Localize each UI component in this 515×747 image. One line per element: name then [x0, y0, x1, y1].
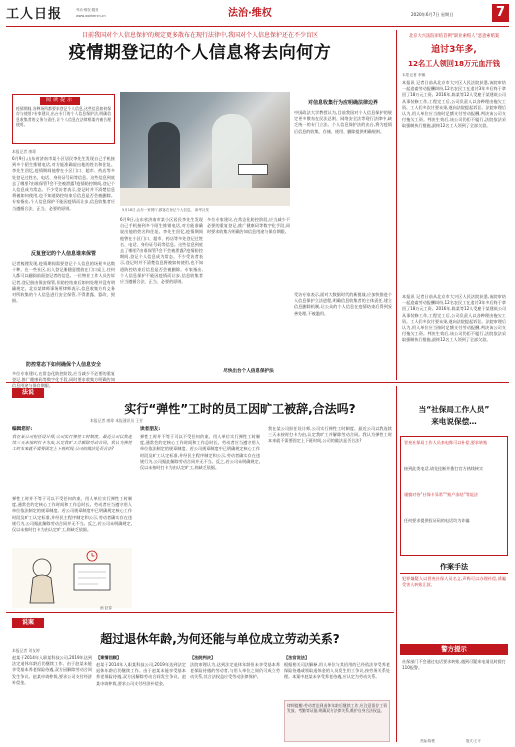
lead-column-3: 多位专家建议,在常态化防控阶段,应当减少不必要的重复登记,推广健康码等数字化手段,同时要求收集方明确告知信息用途与保存期限。: [207, 217, 290, 235]
lead-headline: 疫情期登记的个人信息将去向何方: [68, 43, 332, 63]
lawyer-tip-text: 律师提醒:劳动者达到退休年龄后继续工作,应注意留存工资发放、考勤等证据,明确双方法律关系,维护自身合法权益。: [287, 703, 387, 714]
lead-body-1: 6月9日,山东省济南市某小区居民李先生发现自己手机接到多个陌生推销电话,对方能准确说出他的姓名和住址。李先生回忆,疫情期间他曾在小区门口、超市、药店等多处登记过姓名、电话、身份证号码等信息。这些信息到底去了哪里?由谁保管?会不会被泄露?疫情防控期间,登记个人信息成为常态。不少受访者表示,登记时并不清楚信息将被如何使用,也不知道防控结束后信息是否会被删除。专家指出,个人信息保护不能因疫情而让步,信息收集者应当遵循合法、正当、必要的原则。: [12, 156, 115, 211]
middle-column-3: 我在某公司担任设计师,公司实行弹性工时制度。最近公司以我连续三天未按时打卡为由,认定我旷工并解除劳动合同。我认为弹性工时本来就不需要固定上下班时间,公司的做法是否合法?: [268, 426, 392, 444]
lead-photo-caption: 5月18日,山东一家餐厅,顾客在登记个人信息。 新华社发: [122, 208, 210, 212]
bottom-byline: 本报记者 刘友婷: [12, 648, 40, 653]
lead-column-4: 中国政法大学教授认为,目前我国对个人信息保护的规定更多散布在民法总则、网络安全法等现行法律中,缺乏统一的专门立法。个人信息保护法的出台,将为疫情后信息的收集、存储、使用、删除提供明确规则。: [294, 110, 392, 134]
fraud-tip-1: 冒充社保局工作人员来电称可以补偿,要求转账: [404, 440, 488, 445]
masthead-logo: 工人日报: [6, 7, 63, 22]
banner-line-2: 来电说保偿…: [431, 417, 477, 426]
right-top-body-cont: 本报讯 记者日前从北京市大兴区人民法院获悉,该院审结一起追索劳动报酬纠纷,12名农民工在追讨3年多后终于拿回了18万元工资。2016年,陈某等12人受雇于某建筑公司从事装修工作,工程完工后,公司负责人以各种理由拖欠工资。工人们多次讨要未果,遂向法院提起诉讼。法院审理后认为,用人单位应当按时足额支付劳动报酬,判决该公司支付拖欠工资。判决生效后,该公司仍拒不履行,法院依法采取强制执行措施,最终12名工人领到了全部欠款。: [402, 294, 507, 343]
cartoon-signature: 画 赵春: [100, 606, 112, 610]
right-top-headline-1: 追讨3年多,: [431, 45, 477, 55]
fraud-tip-2: 接到此类电话,请先挂断并拨打官方热线核实: [404, 466, 484, 471]
lead-kicker: 目前我国对个人信息保护的规定更多散布在现行法律中,我国对个人信息保护还在不少盲区: [82, 32, 318, 39]
letter-greeting: 编辑您好:: [12, 427, 33, 432]
bottom-column-1: 赵某于2014年入职某科技公司,2019年达到法定退休年龄后仍继续工作。由于赵某未能享受基本养老保险待遇,双方因解除劳动合同发生争议。赵某申请仲裁,要求公司支付经济补偿金。: [12, 655, 92, 685]
photo-figure-2: [212, 114, 252, 194]
lead-photo: [120, 92, 290, 206]
photo-figure-1: [148, 122, 180, 192]
middle-tag: 法说: [12, 388, 44, 398]
middle-column-2: 弹性工时并不等于可以不受任何约束。用人单位实行弹性工时制度,通常会约定核心工作时间和工作总时长。劳动者应当遵守用人单位依法制定的规章制度。若公司规章制度中已明确规定核心工作时段及旷工认定标准,并经民主程序制定和公示,劳动者确实存在违规行为,公司据此解除劳动合同并无不当。反之,若公司未明确规定,仅以未按时打卡为由认定旷工,则缺乏依据。: [140, 434, 260, 471]
letter-box: [12, 426, 132, 546]
masthead-rule: [6, 26, 509, 27]
lead-body-2: 记者梳理发现,疫情期间需要登记个人信息的场景多达数十种。在一些社区,出入登记册随意摆放在门口桌上,任何人都可以翻阅前面登记者的信息。一位物业工作人员告诉记者,登记册由保安保管,但防控结束后如何处理并没有明确规定。北京某律师事务所律师表示,信息收集方有义务对所收集的个人信息进行安全保管,不得泄露、篡改、毁损。: [12, 261, 115, 304]
masthead-sub1: 劳动·维权·服务: [76, 8, 99, 12]
fraud-tip-4: 任何要求提供验证码的电话均为诈骗: [404, 518, 470, 523]
right-top-headline-2: 12名工人领回18万元血汗钱: [408, 59, 500, 68]
lead-subhead-3: 对信息收集行为应明确法律边界: [307, 100, 378, 106]
right-top-byline: 本报记者 李娜: [402, 73, 426, 77]
lead-subhead-2: 防控常态下如何确保个人信息安全: [25, 362, 101, 368]
lead-body-3: 多位专家建议,在常态化防控阶段,应当减少不必要的重复登记,推广健康码等数字化手段,同时要求收集方明确告知信息用途与保存期限。: [12, 371, 115, 389]
masthead-date: 2020年6月7日 星期日: [411, 12, 454, 17]
bottom-headline: 超过退休年龄,为何还能与单位成立劳动关系?: [100, 632, 340, 646]
middle-byline: 本报记者 康琼 本报通讯员 王芳: [90, 418, 143, 423]
fraud-tips-box: [400, 436, 508, 556]
police-tip-title: 警方提示: [400, 644, 508, 655]
answer-greeting: 读者朋友:: [140, 427, 161, 432]
lead-column-2: 6月9日,山东省济南市某小区居民李先生发现自己手机接到多个陌生推销电话,对方能准确说出他的姓名和住址。李先生回忆,疫情期间他曾在小区门口、超市、药店等多处登记过姓名、电话、身份证号码等信息。这些信息到底去了哪里?由谁保管?会不会被泄露?疫情防控期间,登记个人信息成为常态。不少受访者表示,登记时并不清楚信息将被如何使用,也不知道防控结束后信息是否会被删除。专家指出,个人信息保护不能因疫情而让步,信息收集者应当遵循合法、正当、必要的原则。: [120, 217, 203, 285]
lawyer-tip-box: [284, 700, 390, 742]
lead-column-4b: 受访专家表示,面对大数据时代的新挑战,应加快推进个人信息保护立法进程,明确信息收集者的主体责任,建立信息删除机制,让公众的个人信息在疫情结束后得到妥善处理,不被滥用。: [294, 292, 392, 316]
reading-tips-text: 疫情期间,各种场所都要求登记个人信息,这些信息如何保存与使用?专家建议,出台专门的个人信息保护法,明确信息收集者的义务与责任,让个人信息在法律框架内被合理使用。: [16, 105, 111, 127]
police-tip-text: 社保部门不会通过电话要求转账,遇到可疑来电请及时拨打110报警。: [402, 659, 506, 671]
middle-headline: 实行“弹性”工时的员工因旷工被辞,合法吗?: [124, 402, 356, 416]
page-number: 7: [492, 4, 509, 22]
col-divider-2: [396, 386, 397, 742]
masthead: [6, 4, 509, 26]
section-rule-1: [6, 382, 509, 383]
section-title: 法治·维权: [228, 8, 272, 19]
photo-sign: [238, 164, 268, 175]
right-top-body: 本报讯 记者日前从北京市大兴区人民法院获悉,该院审结一起追索劳动报酬纠纷,12名农民工在追讨3年多后终于拿回了18万元工资。2016年,陈某等12人受雇于某建筑公司从事装修工作,工程完工后,公司负责人以各种理由拖欠工资。工人们多次讨要未果,遂向法院提起诉讼。法院审理后认为,用人单位应当按时足额支付劳动报酬,判决该公司支付拖欠工资。判决生效后,该公司仍拒不履行,法院依法采取强制执行措施,最终12名工人领到了全部欠款。: [402, 80, 507, 129]
fraud-tip-3: 谨慎对待“社保卡异常”“账户冻结”等说法: [404, 492, 478, 497]
bottom-subhead-2: 【法院判决】: [190, 655, 216, 660]
footer-editor: 责编:陈俊: [420, 739, 435, 743]
modus-operandi-title: 作案手法: [400, 562, 508, 574]
lead-byline: 本报记者 康琼: [12, 149, 36, 154]
bottom-subhead-3: 【法官说法】: [284, 655, 310, 660]
cartoon-illustration: [12, 548, 132, 608]
reading-tips-box: [12, 94, 115, 144]
lead-subhead-1: 反复登记的个人信息谁来保管: [30, 251, 96, 257]
footer-layout: 版式:王平: [466, 739, 481, 743]
section-rule-2: [6, 612, 394, 613]
right-top-kicker: 北京大兴法院审结首例“职业索赔人”恶意索赔案: [408, 34, 500, 39]
bottom-column-2: 赵某于2014年入职某科技公司,2019年达到法定退休年龄后仍继续工作。由于赵某未能享受基本养老保险待遇,双方因解除劳动合同发生争议。赵某申请仲裁,要求公司支付经济补偿金。: [96, 662, 186, 686]
bottom-tag: 说案: [12, 618, 44, 628]
col-divider-1: [396, 30, 397, 380]
anti-fraud-banner: [400, 404, 508, 432]
photo-table: [120, 188, 290, 206]
middle-cartoon: [12, 548, 132, 608]
bottom-column-3: 法院审理认为,达到法定退休年龄但未享受基本养老保险待遇的劳动者,与用人单位之间仍可成立劳动关系,其合法权益应受劳动法律保护。: [190, 662, 280, 680]
bottom-subhead-1: 【案情回顾】: [96, 655, 122, 660]
reading-tips-title: 阅读提示: [40, 97, 80, 105]
letter-body: 我在某公司担任设计师,公司实行弹性工时制度。最近公司以我连续三天未按时打卡为由,认定我旷工并解除劳动合同。我认为弹性工时本来就不需要固定上下班时间,公司的做法是否合法?: [12, 434, 132, 452]
letter-body-2: 弹性工时并不等于可以不受任何约束。用人单位实行弹性工时制度,通常会约定核心工作时间和工作总时长。劳动者应当遵守用人单位依法制定的规章制度。若公司规章制度中已明确规定核心工作时段及旷工认定标准,并经民主程序制定和公示,劳动者确实存在违规行为,公司据此解除劳动合同并无不当。反之,若公司未明确规定,仅以未按时打卡为由认定旷工,则缺乏依据。: [12, 496, 132, 533]
modus-operandi-text: 犯罪嫌疑人以冒充社保人员名义,声称可以办理补偿,诱骗受害人转账汇款。: [402, 576, 506, 588]
lead-subhead-4: 尽快出台个人信息保护法: [223, 369, 274, 374]
masthead-sub2: www.workercn.cn: [76, 14, 106, 18]
banner-line-1: 当“社保局工作人员”: [418, 405, 490, 414]
bottom-column-4: 根据相关司法解释,用人单位与其招用的已经依法享受养老保险待遇或领取退休金的人员发生用工争议,按劳务关系处理。本案中赵某未享受养老待遇,应认定为劳动关系。: [284, 662, 390, 680]
